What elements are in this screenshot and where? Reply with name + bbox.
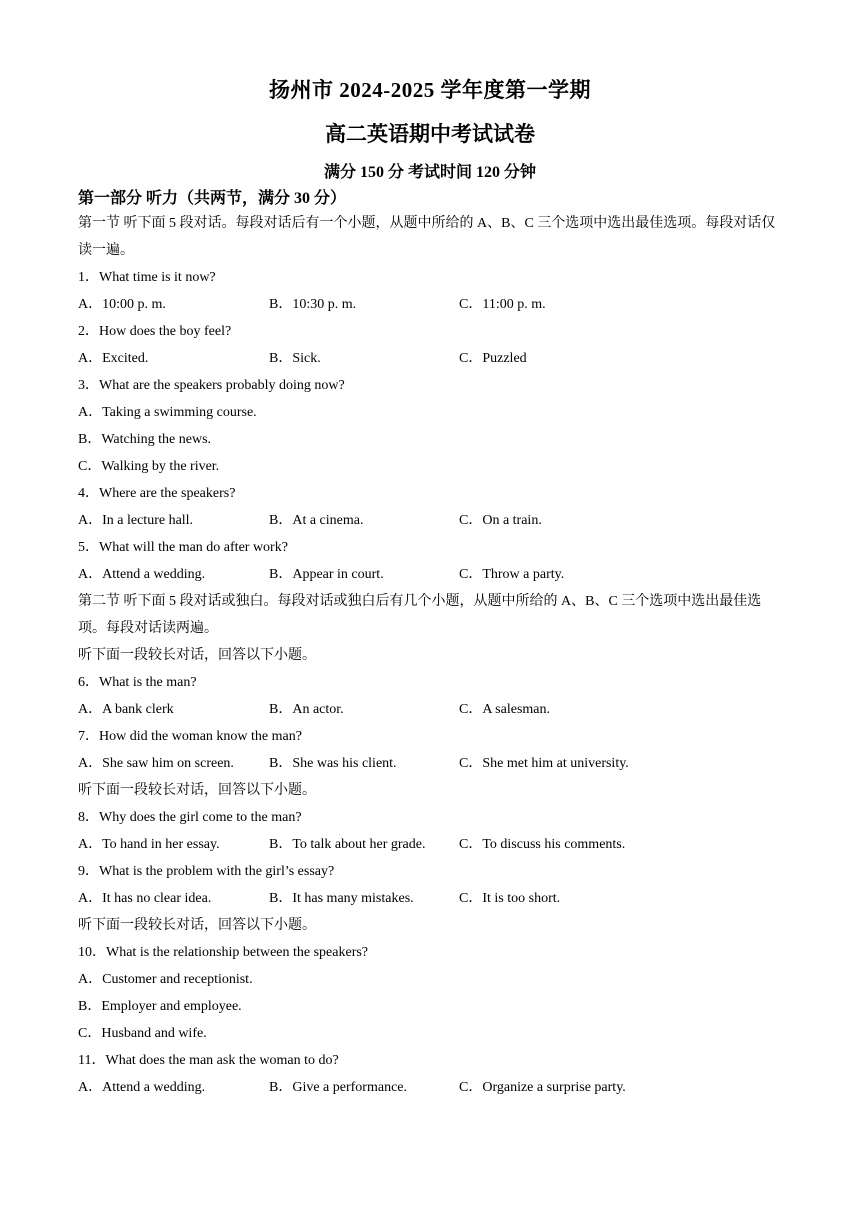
- option-c: C．It is too short.: [459, 891, 561, 906]
- question-7-options: [78, 750, 778, 777]
- question-8: 8．Why does the girl come to the man?: [78, 810, 302, 825]
- question-1-options: [78, 291, 778, 318]
- question-2: 2．How does the boy feel?: [78, 324, 232, 339]
- option-b: B．Employer and employee.: [78, 999, 242, 1014]
- question-5-options: [78, 561, 778, 588]
- section1-instructions: 第一节 听下面 5 段对话。每段对话后有一个小题，从题中所给的 A、B、C 三个选项中选出最佳选项。每段对话仅读一遍。: [78, 216, 776, 258]
- option-b: B．She was his client.: [269, 756, 397, 771]
- question-10: 10．What is the relationship between the speakers?: [78, 945, 369, 960]
- option-c: C．She met him at university.: [459, 756, 629, 771]
- option-b: B．Give a performance.: [269, 1080, 407, 1095]
- exam-title-line2: 高二英语期中考试试卷: [325, 122, 535, 146]
- question-8-options: [78, 831, 778, 858]
- option-a: A．Attend a wedding.: [78, 1080, 206, 1095]
- option-c: C．A salesman.: [459, 702, 550, 717]
- question-4: 4．Where are the speakers?: [78, 486, 236, 501]
- question-9-options: [78, 885, 778, 912]
- score-time-line: 满分 150 分 考试时间 120 分钟: [323, 164, 536, 181]
- question-9: 9．What is the problem with the girl’s essay?: [78, 864, 335, 879]
- option-c: C．Organize a surprise party.: [459, 1080, 626, 1095]
- listen-long-dialogue-note: 听下面一段较长对话，回答以下小题。: [78, 648, 316, 663]
- option-c: C．Throw a party.: [459, 567, 565, 582]
- question-1: 1．What time is it now?: [78, 270, 216, 285]
- option-c: C．Walking by the river.: [78, 459, 220, 474]
- question-2-options: [78, 345, 778, 372]
- option-c: C．Puzzled: [459, 351, 527, 366]
- option-c: C．11:00 p. m.: [459, 297, 546, 312]
- option-c: C．To discuss his comments.: [459, 837, 626, 852]
- question-5: 5．What will the man do after work?: [78, 540, 288, 555]
- option-a: A．10:00 p. m.: [78, 297, 166, 312]
- listen-long-dialogue-note: 听下面一段较长对话，回答以下小题。: [78, 783, 316, 798]
- option-c: C．Husband and wife.: [78, 1026, 207, 1041]
- listen-long-dialogue-note: 听下面一段较长对话，回答以下小题。: [78, 918, 316, 933]
- option-a: A．In a lecture hall.: [78, 513, 194, 528]
- option-b: B．At a cinema.: [269, 513, 364, 528]
- option-c: C．On a train.: [459, 513, 542, 528]
- option-b: B．An actor.: [269, 702, 344, 717]
- question-4-options: [78, 507, 778, 534]
- section2-instructions: 第二节 听下面 5 段对话或独白。每段对话或独白后有几个小题，从题中所给的 A、B、C 三个选项中选出最佳选项。每段对话读两遍。: [78, 594, 762, 636]
- option-a: A．To hand in her essay.: [78, 837, 220, 852]
- option-a: A．Taking a swimming course.: [78, 405, 257, 420]
- question-6: 6．What is the man?: [78, 675, 197, 690]
- option-a: A．Excited.: [78, 351, 149, 366]
- option-a: A．A bank clerk: [78, 702, 174, 717]
- option-a: A．Customer and receptionist.: [78, 972, 253, 987]
- exam-title-line1: 扬州市 2024-2025 学年度第一学期: [269, 78, 591, 102]
- question-6-options: [78, 696, 778, 723]
- question-3: 3．What are the speakers probably doing now?: [78, 378, 345, 393]
- part1-heading: 第一部分 听力（共两节，满分 30 分）: [78, 190, 347, 207]
- question-11-options: [78, 1074, 778, 1101]
- option-b: B．Watching the news.: [78, 432, 212, 447]
- option-b: B．Sick.: [269, 351, 321, 366]
- question-list: [78, 210, 778, 1101]
- option-b: B．It has many mistakes.: [269, 891, 414, 906]
- question-11: 11．What does the man ask the woman to do?: [78, 1053, 339, 1068]
- option-b: B．To talk about her grade.: [269, 837, 426, 852]
- question-7: 7．How did the woman know the man?: [78, 729, 302, 744]
- option-a: A．It has no clear idea.: [78, 891, 212, 906]
- option-a: A．She saw him on screen.: [78, 756, 234, 771]
- option-b: B．Appear in court.: [269, 567, 384, 582]
- option-b: B．10:30 p. m.: [269, 297, 357, 312]
- option-a: A．Attend a wedding.: [78, 567, 206, 582]
